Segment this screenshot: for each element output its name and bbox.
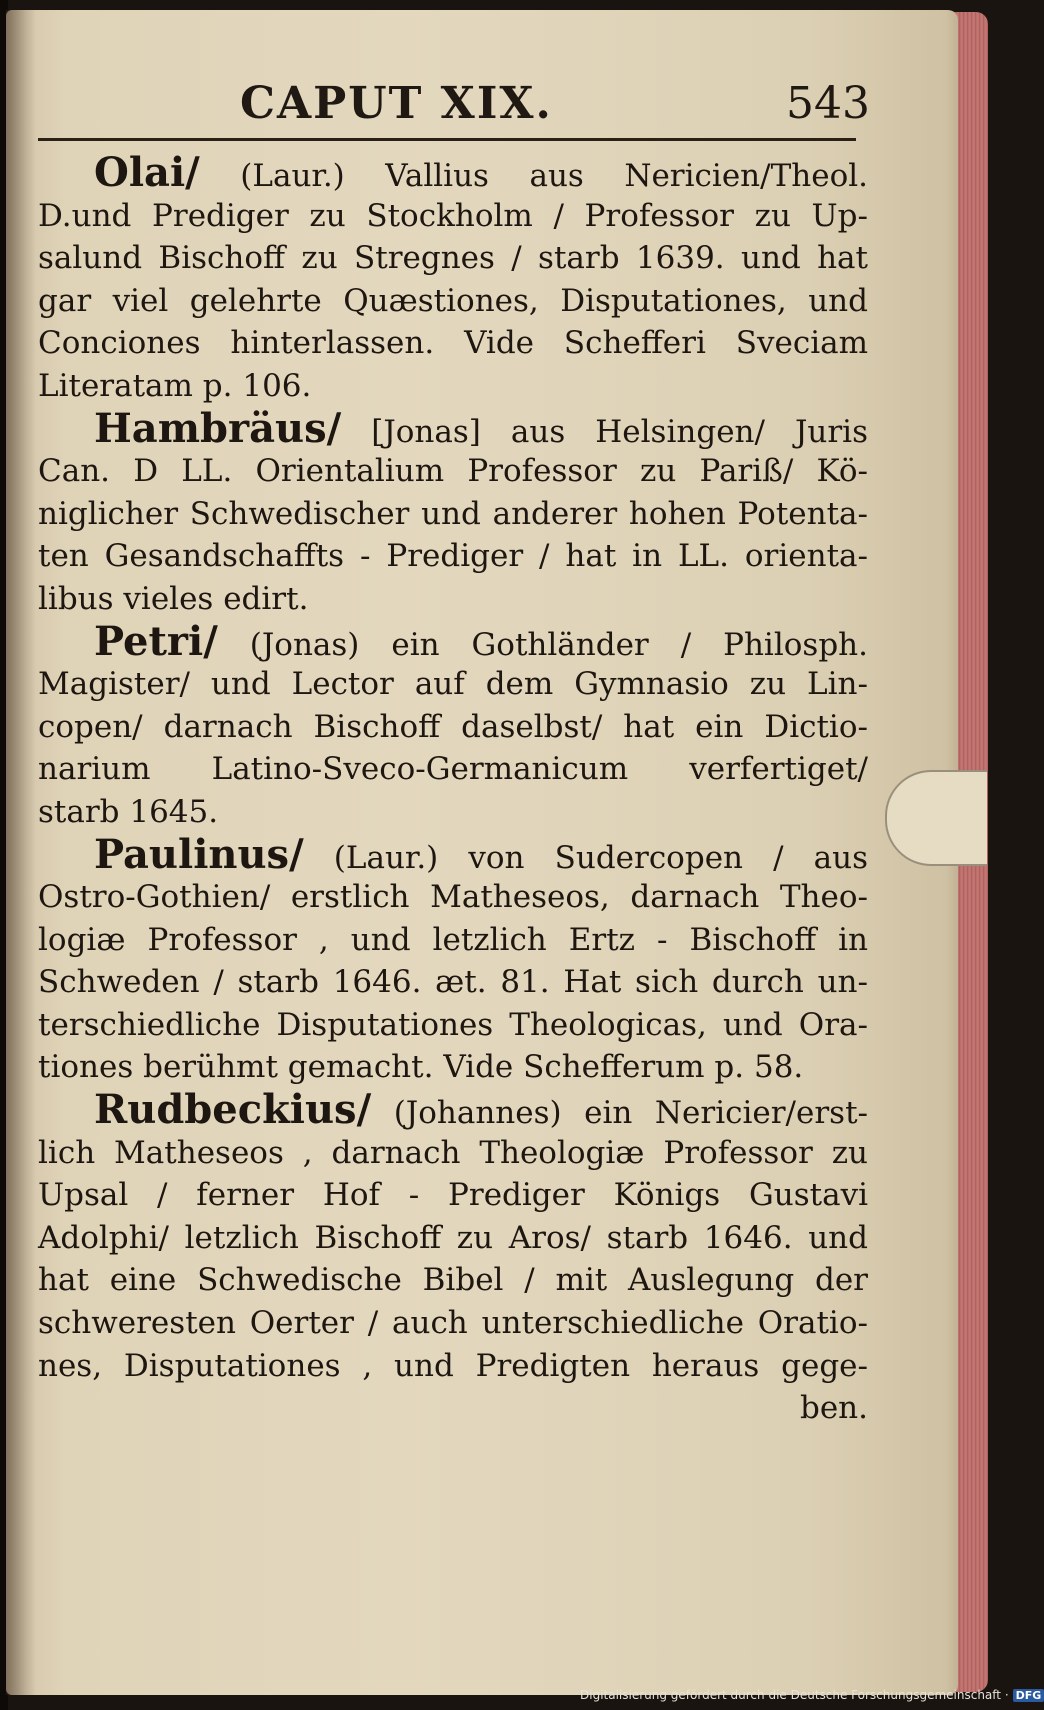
text-line: Literatam p. 106. [38, 367, 312, 404]
entry-first-line [38, 149, 868, 196]
entry-line-text: (Johannes) ein Nericier/erst- [371, 1095, 868, 1132]
page-tab [885, 770, 987, 866]
entry-name: Hambräus/ [94, 404, 342, 452]
dfg-logo: DFG [1013, 1689, 1044, 1702]
text-line: niglicher Schwedischer und anderer hohen Potenta- [38, 495, 868, 532]
entry-line-text: [Jonas] aus Helsingen/ Juris [341, 413, 868, 450]
text-line: Magister/ und Lector auf dem Gymnasio zu Lin- [38, 666, 868, 703]
text-line: Can. D LL. Orientalium Professor zu Pariß/ Kö- [38, 453, 868, 490]
text-line: terschiedliche Disputationes Theologicas, und Ora- [38, 1006, 868, 1043]
running-title: CAPUT XIX. [240, 78, 553, 129]
gutter-shadow [6, 10, 36, 1695]
header-rule [38, 138, 856, 141]
text-line: lich Matheseos , darnach Theologiæ Professor zu [38, 1134, 868, 1171]
entry-name: Rudbeckius/ [94, 1086, 372, 1134]
text-line: Ostro-Gothien/ erstlich Matheseos, darnach Theo- [38, 879, 868, 916]
entry-first-line [38, 404, 868, 452]
text-line: schweresten Oerter / auch unterschiedliche Oratio- [38, 1305, 868, 1342]
page-header [40, 78, 870, 134]
text-line: Upsal / ferner Hof - Prediger Königs Gustavi [38, 1177, 868, 1214]
entry-name: Petri/ [94, 617, 218, 665]
entry-line-text: (Jonas) ein Gothländer / Philosph. [217, 626, 868, 663]
entry-line-text: (Laur.) Vallius aus Nericien/Theol. [199, 158, 868, 194]
text-line: Schweden / starb 1646. æt. 81. Hat sich durch un- [38, 964, 868, 1001]
text-line: salund Bischoff zu Stregnes / starb 1639. und hat [38, 240, 868, 277]
credit-text: Digitalisierung gefördert durch die Deutsche Forschungsgemeinschaft · [580, 1688, 1009, 1702]
text-line: copen/ darnach Bischoff daselbst/ hat ein Dictio- [38, 708, 868, 745]
text-line: nes, Disputationes , und Predigten heraus gege- [38, 1347, 868, 1384]
text-line: ben. [799, 1390, 868, 1427]
digitization-credit [580, 1688, 1042, 1706]
page-number: 543 [786, 78, 870, 129]
entry-first-line [38, 1086, 868, 1134]
entry-name: Olai/ [94, 149, 200, 196]
text-line: narium Latino-Sveco-Germanicum verfertiget/ [38, 751, 868, 788]
text-line: hat eine Schwedische Bibel / mit Auslegung der [38, 1262, 868, 1299]
text-line: D.und Prediger zu Stockholm / Professor zu Up- [38, 197, 868, 234]
text-line: ten Gesandschaffts - Prediger / hat in LL. orienta- [38, 538, 868, 575]
text-line: gar viel gelehrte Quæstiones, Disputationes, und [38, 282, 868, 319]
text-line: logiæ Professor , und letzlich Ertz - Bischoff in [38, 921, 868, 958]
entry-first-line [38, 617, 868, 665]
text-line: Adolphi/ letzlich Bischoff zu Aros/ starb 1646. und [38, 1219, 868, 1256]
text-line: tiones berühmt gemacht. Vide Schefferum p. 58. [38, 1049, 804, 1086]
entry-first-line [38, 830, 868, 878]
entry-name: Paulinus/ [94, 830, 304, 878]
text-line: starb 1645. [38, 793, 219, 830]
text-line: Conciones hinterlassen. Vide Schefferi Sveciam [38, 325, 868, 362]
entry-line-text: (Laur.) von Sudercopen / aus [303, 839, 868, 876]
body-text [38, 149, 868, 1430]
text-line: libus vieles edirt. [38, 580, 309, 617]
